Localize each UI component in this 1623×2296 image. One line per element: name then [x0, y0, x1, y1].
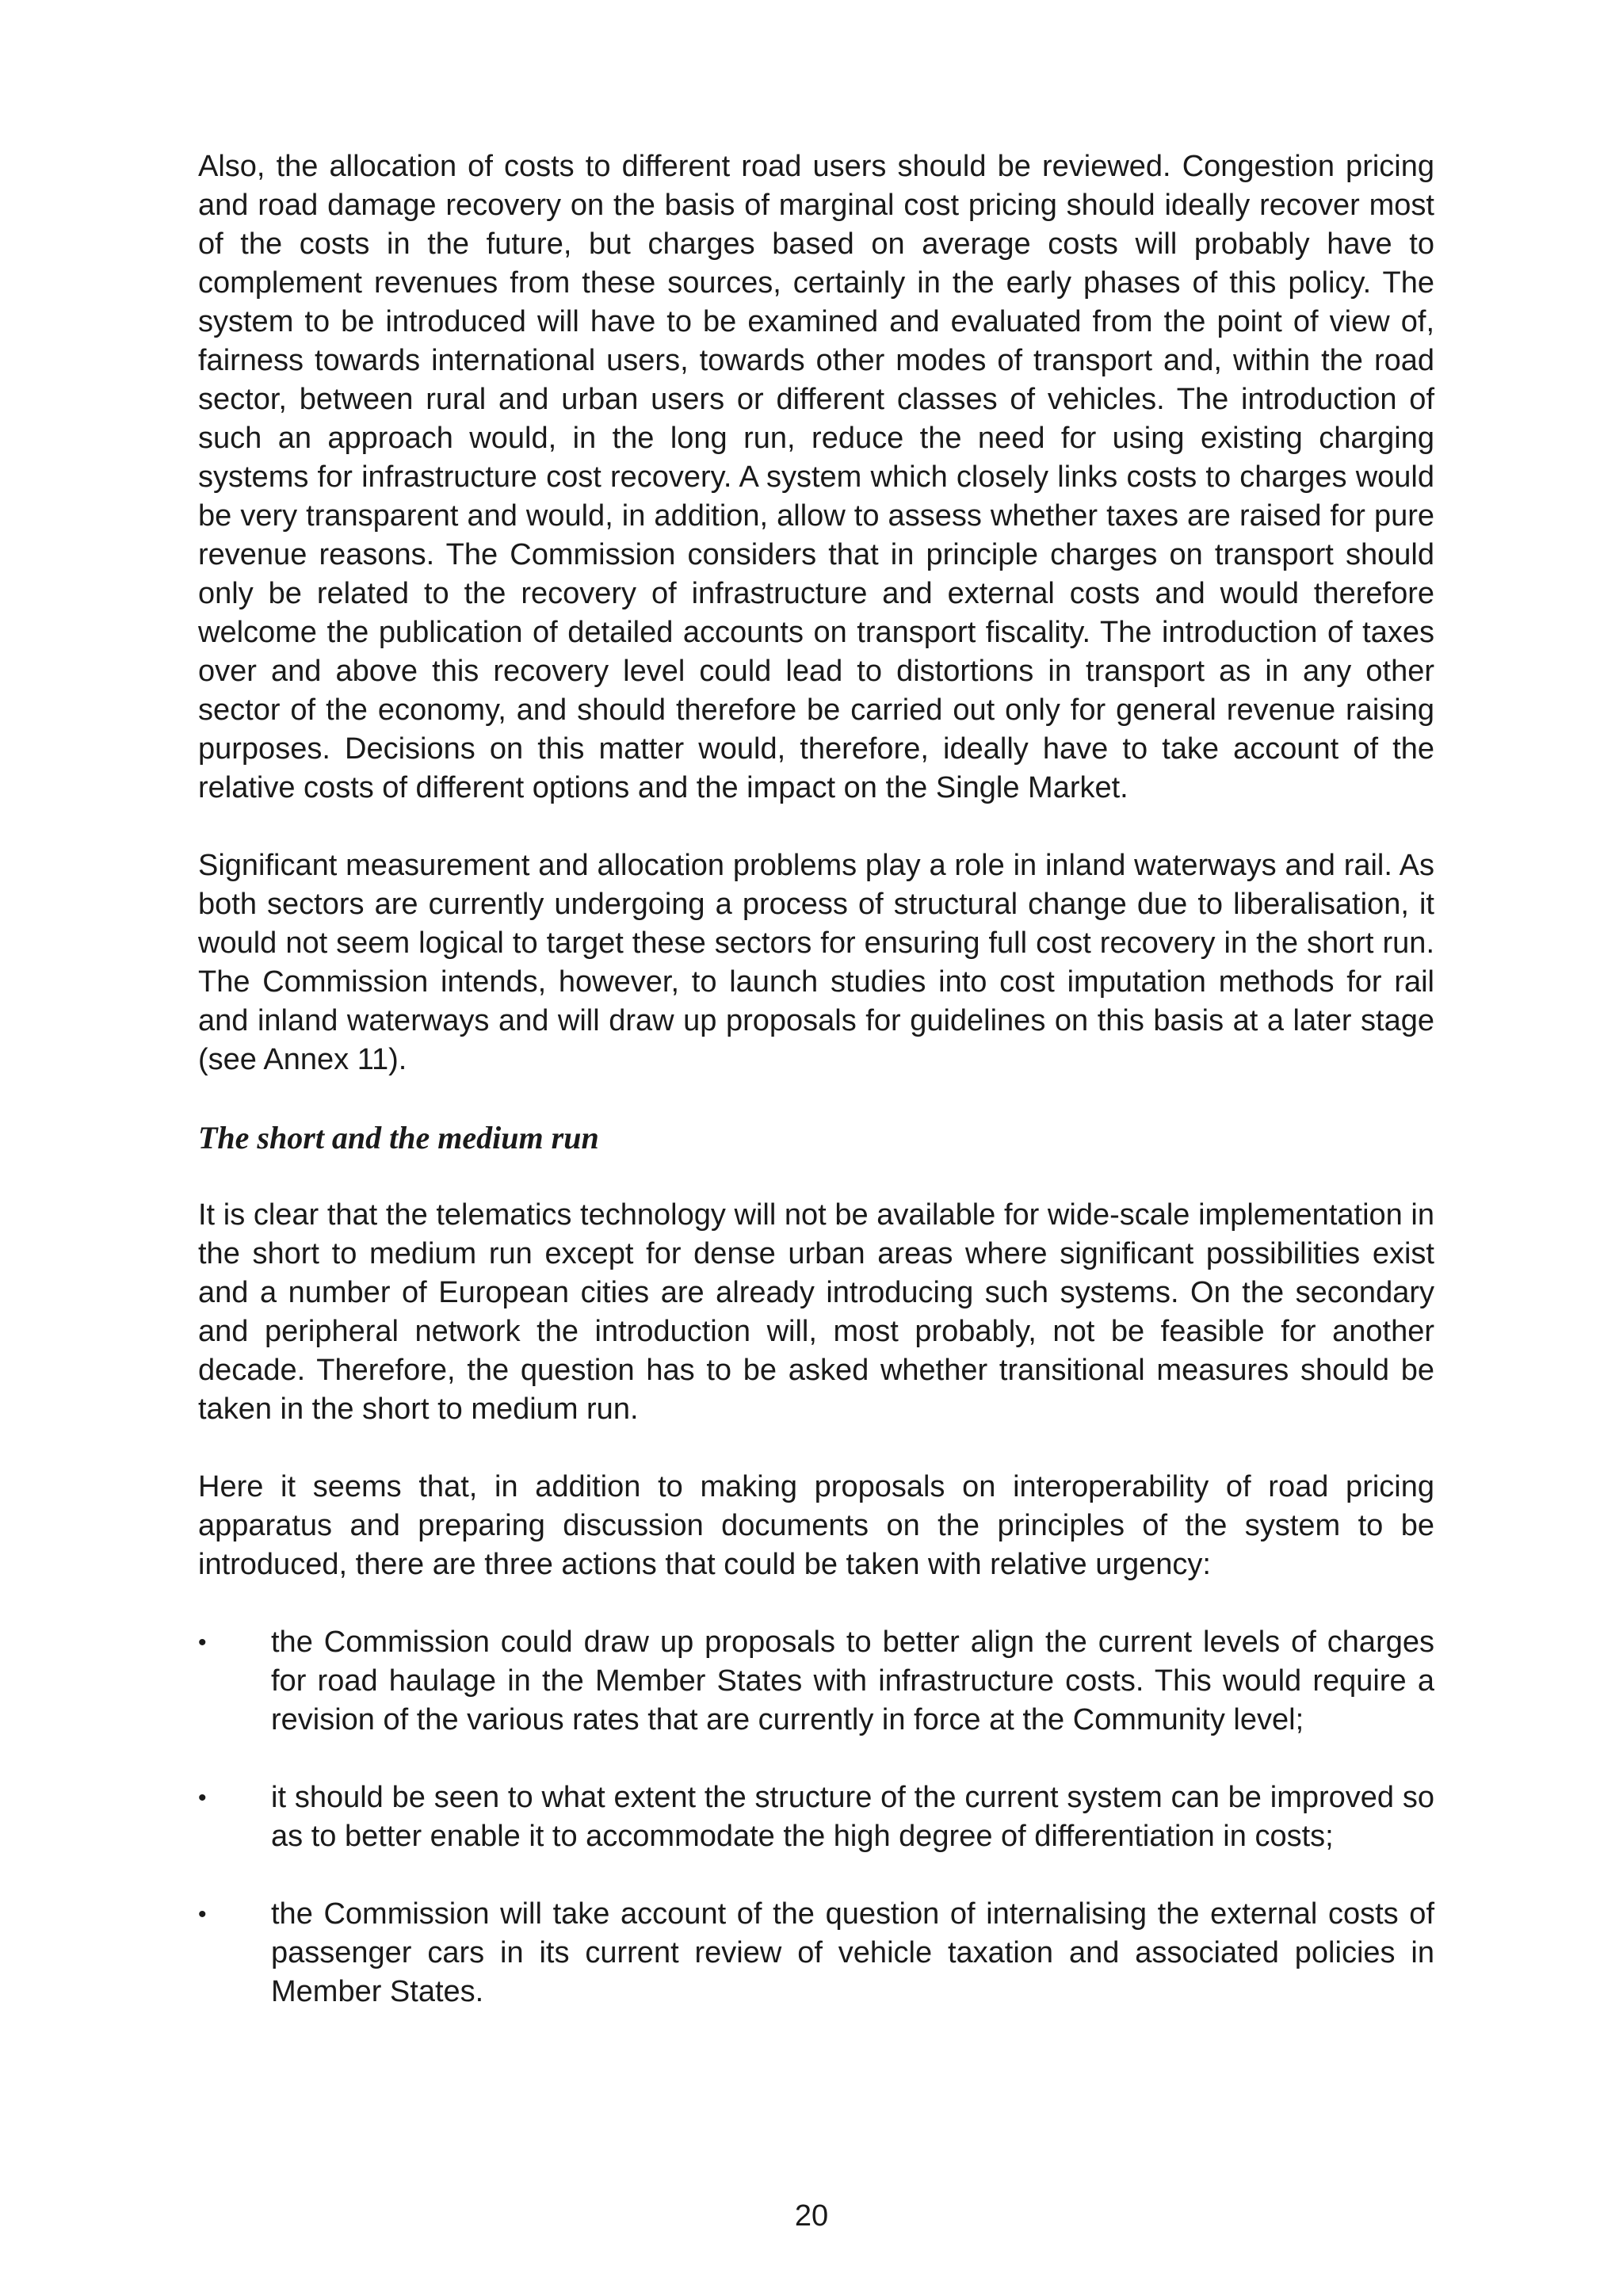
- bullet-text: the Commission will take account of the question of internalising the external costs of passenger cars in its current review of vehicle taxation and associated policies in Member States.: [271, 1897, 1434, 2008]
- bullet-text: the Commission could draw up proposals to better align the current levels of charges for road haulage in the Member States with infrastructure costs. This would require a revision of the various rates that are currently in force at the Community level;: [271, 1626, 1434, 1736]
- list-item: [198, 1778, 1434, 1856]
- section-heading: The short and the medium run: [198, 1120, 599, 1156]
- list-item: [198, 1895, 1434, 2011]
- paragraph-urgent-actions-intro: Here it seems that, in addition to making proposals on interoperability of road pricing apparatus and preparing discussion documents on the principles of the system to be introduced, there are three actions that could be taken with relative urgency:: [198, 1470, 1434, 1581]
- bullet-icon: •: [198, 1629, 207, 1656]
- actions-bullet-list: [198, 1623, 1434, 2011]
- paragraph-telematics: It is clear that the telematics technology will not be available for wide-scale implementation in the short to medium run except for dense urban areas where significant possibilities exist and a number of European cities are already introducing such systems. On the secondary and peripheral network the introduction will, most probably, not be feasible for another decade. Therefore, the question has to be asked whether transitional measures should be taken in the short to medium run.: [198, 1198, 1434, 1426]
- paragraph-measurement-problems: Significant measurement and allocation problems play a role in inland waterways and rail. As both sectors are currently undergoing a process of structural change due to liberalisation, it would not seem logical to target these sectors for ensuring full cost recovery in the short run. The Commission intends, however, to launch studies into cost imputation methods for rail and inland waterways and will draw up proposals for guidelines on this basis at a later stage (see Annex 11).: [198, 849, 1434, 1076]
- bullet-icon: •: [198, 1901, 207, 1927]
- bullet-text: it should be seen to what extent the structure of the current system can be improved so as to better enable it to accommodate the high degree of differentiation in costs;: [271, 1781, 1434, 1853]
- paragraph-cost-allocation: Also, the allocation of costs to different road users should be reviewed. Congestion pricing and road damage recovery on the basis of marginal cost pricing should ideally recover most of the costs in the future, but charges based on average costs will probably have to complement revenues from these sources, certainly in the early phases of this policy. The system to be introduced will have to be examined and evaluated from the point of view of, fairness towards international users, towards other modes of transport and, within the road sector, between rural and urban users or different classes of vehicles. The introduction of such an approach would, in the long run, reduce the need for using existing charging systems for infrastructure cost recovery. A system which closely links costs to charges would be very transparent and would, in addition, allow to assess whether taxes are raised for pure revenue reasons. The Commission considers that in principle charges on transport should only be related to the recovery of infrastructure and external costs and would therefore welcome the publication of detailed accounts on transport fiscality. The introduction of taxes over and above this recovery level could lead to distortions in transport as in any other sector of the economy, and should therefore be carried out only for general revenue raising purposes. Decisions on this matter would, therefore, ideally have to take account of the relative costs of different options and the impact on the Single Market.: [198, 150, 1434, 804]
- document-page: [198, 147, 1434, 2050]
- list-item: [198, 1623, 1434, 1740]
- bullet-icon: •: [198, 1785, 207, 1811]
- page-number: 20: [794, 2199, 829, 2233]
